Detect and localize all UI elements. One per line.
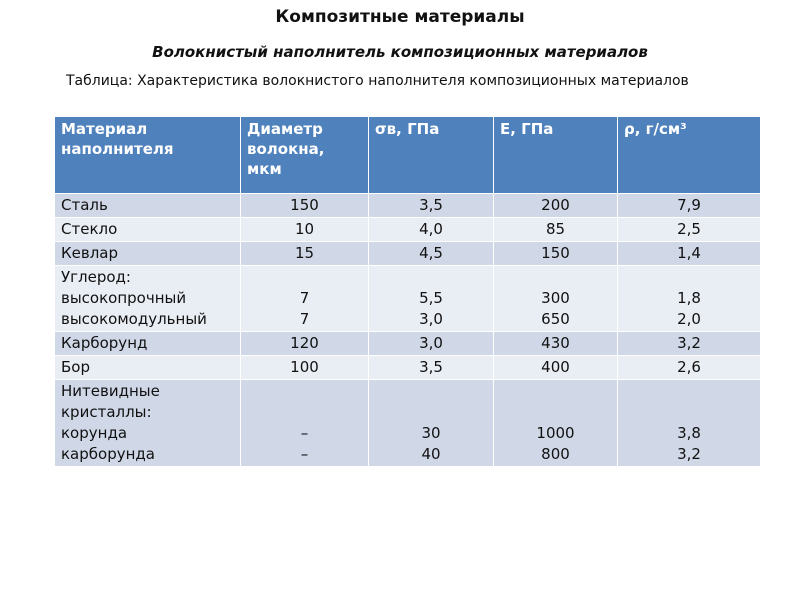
cell-line: 400 — [541, 358, 570, 376]
cell-line — [247, 381, 362, 402]
cell-line: 7 — [299, 310, 310, 328]
page-subtitle: Волокнистый наполнитель композиционных материалов — [152, 43, 648, 61]
table-row — [55, 356, 761, 380]
value-cell — [494, 266, 618, 332]
material-name-cell — [55, 218, 241, 242]
value-cell — [369, 380, 494, 467]
cell-line: 2,0 — [677, 310, 701, 328]
material-name-cell — [55, 194, 241, 218]
cell-line: 120 — [290, 334, 319, 352]
value-cell — [241, 266, 369, 332]
value-cell — [241, 242, 369, 266]
cell-line: высокопрочный — [61, 289, 187, 307]
material-name-cell — [55, 332, 241, 356]
value-cell — [618, 218, 761, 242]
table-row — [55, 266, 761, 332]
table-row — [55, 242, 761, 266]
value-cell — [369, 242, 494, 266]
material-name-cell — [55, 242, 241, 266]
value-cell — [618, 242, 761, 266]
cell-line: 150 — [290, 196, 319, 214]
page-title: Композитные материалы — [275, 7, 525, 27]
value-cell — [241, 380, 369, 467]
value-cell — [494, 242, 618, 266]
cell-line: 3,8 — [677, 424, 701, 442]
column-header — [241, 117, 369, 194]
value-cell — [241, 218, 369, 242]
value-cell — [618, 266, 761, 332]
value-cell — [494, 332, 618, 356]
cell-line: Карборунд — [61, 334, 148, 352]
cell-line: Сталь — [61, 196, 108, 214]
cell-line — [624, 381, 754, 402]
table-row — [55, 218, 761, 242]
value-cell — [494, 380, 618, 467]
cell-line — [247, 267, 362, 288]
cell-line: 100 — [290, 358, 319, 376]
cell-line: 10 — [294, 220, 315, 238]
cell-line: 200 — [541, 196, 570, 214]
cell-line: кристаллы: — [61, 403, 152, 421]
cell-line — [375, 381, 487, 402]
cell-line: 3,0 — [419, 334, 443, 352]
cell-line: 3,0 — [419, 310, 443, 328]
cell-line: 3,2 — [677, 445, 701, 463]
cell-line: карборунда — [61, 445, 155, 463]
value-cell — [369, 332, 494, 356]
cell-line: Углерод: — [61, 268, 131, 286]
value-cell — [494, 218, 618, 242]
value-cell — [369, 266, 494, 332]
cell-line: 5,5 — [419, 289, 443, 307]
table-row — [55, 380, 761, 467]
cell-line: 4,5 — [419, 244, 443, 262]
cell-line: 3,5 — [419, 196, 443, 214]
cell-line — [375, 267, 487, 288]
column-header — [618, 117, 761, 194]
cell-line — [247, 402, 362, 423]
cell-line: 30 — [421, 424, 441, 442]
cell-line: 800 — [541, 445, 570, 463]
value-cell — [241, 194, 369, 218]
cell-line: 40 — [421, 445, 441, 463]
cell-line: – — [300, 445, 309, 463]
cell-line: 650 — [541, 310, 570, 328]
value-cell — [241, 332, 369, 356]
material-name-cell — [55, 266, 241, 332]
value-cell — [241, 356, 369, 380]
column-header-line: мкм — [247, 160, 282, 178]
column-header — [55, 117, 241, 194]
table-header-row — [55, 117, 761, 194]
cell-line: 7 — [299, 289, 310, 307]
cell-line: корунда — [61, 424, 128, 442]
cell-line — [500, 402, 611, 423]
cell-line: Кевлар — [61, 244, 119, 262]
column-header — [369, 117, 494, 194]
value-cell — [494, 194, 618, 218]
cell-line: 1,4 — [677, 244, 701, 262]
cell-line: 4,0 — [419, 220, 443, 238]
value-cell — [369, 218, 494, 242]
cell-line: 3,2 — [677, 334, 701, 352]
cell-line: 15 — [294, 244, 315, 262]
value-cell — [369, 356, 494, 380]
value-cell — [618, 380, 761, 467]
cell-line: 85 — [545, 220, 566, 238]
column-header-line: σв, ГПа — [375, 120, 440, 138]
cell-line: Нитевидные — [61, 382, 160, 400]
material-name-cell — [55, 356, 241, 380]
cell-line: 1,8 — [677, 289, 701, 307]
value-cell — [494, 356, 618, 380]
table-row — [55, 332, 761, 356]
cell-line: 1000 — [536, 424, 575, 442]
column-header — [494, 117, 618, 194]
table-body — [55, 194, 761, 467]
column-header-line: Материал — [61, 120, 148, 138]
column-header-line: Е, ГПа — [500, 120, 554, 138]
column-header-line: волокна, — [247, 140, 325, 158]
cell-line: 3,5 — [419, 358, 443, 376]
value-cell — [618, 356, 761, 380]
column-header-line: наполнителя — [61, 140, 174, 158]
cell-line: – — [300, 424, 309, 442]
material-name-cell — [55, 380, 241, 467]
cell-line: высокомодульный — [61, 310, 207, 328]
cell-line — [624, 267, 754, 288]
cell-line: 150 — [541, 244, 570, 262]
cell-line: 430 — [541, 334, 570, 352]
cell-line: 7,9 — [677, 196, 701, 214]
cell-line — [500, 267, 611, 288]
value-cell — [369, 194, 494, 218]
cell-line: Бор — [61, 358, 90, 376]
cell-line: 2,6 — [677, 358, 701, 376]
value-cell — [618, 332, 761, 356]
column-header-line: Диаметр — [247, 120, 323, 138]
cell-line — [375, 402, 487, 423]
materials-table — [54, 116, 761, 467]
cell-line — [500, 381, 611, 402]
cell-line: Стекло — [61, 220, 118, 238]
column-header-line: ρ, г/см³ — [624, 120, 687, 138]
cell-line: 2,5 — [677, 220, 701, 238]
cell-line: 300 — [541, 289, 570, 307]
table-caption: Таблица: Характеристика волокнистого наполнителя композиционных материалов — [66, 73, 689, 89]
cell-line — [624, 402, 754, 423]
table-row — [55, 194, 761, 218]
value-cell — [618, 194, 761, 218]
